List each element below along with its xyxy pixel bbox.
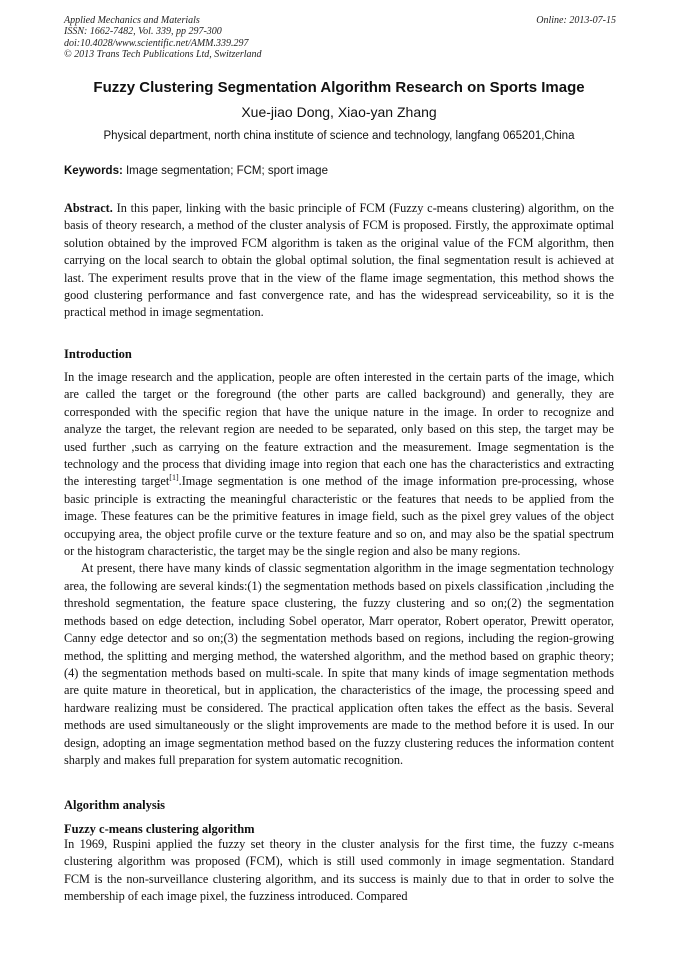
- algorithm-body: [64, 836, 614, 906]
- intro-paragraph-2: At present, there have many kinds of classic segmentation algorithm in the image segmentation technology area, the following are several kinds:(1) the segmentation methods based on pixels classification ,including the threshold segmentation, the feature space clustering, the fuzzy clustering and so on;(2) the segmentation methods based on edge detection, including Sobel operator, Marr operator, Robert operator, Prewitt operator, Canny edge detector and so on;(3) the segmentation methods based on regions, including the region-growing method, the splitting and merging method, the watershed algorithm, and the method based on graphic theory;(4) the segmentation methods based on multi-scale. In spite that many kinds of image segmentation methods are quite mature in theoretical, but in application, the characteristics of the image, the processing speed and hardware realizing must be considered. The practical application often takes the effect as the basis. Several methods are used simultaneously or the slight improvements are made to the method before it is used. In our design, adopting an image segmentation method based on the fuzzy clustering reduces the information content sharply and makes full preparation for system automatic recognition.: [64, 561, 614, 767]
- introduction-body: [64, 369, 614, 769]
- abstract-label: Abstract.: [64, 201, 113, 215]
- citation-ref: [1]: [169, 473, 179, 483]
- issn-line: ISSN: 1662-7482, Vol. 339, pp 297-300: [64, 26, 222, 38]
- journal-header: [64, 15, 616, 60]
- paper-affiliation: Physical department, north china institute of science and technology, langfang 065201,China: [103, 130, 575, 142]
- abstract-text: In this paper, linking with the basic principle of FCM (Fuzzy c-means clustering) algorithm, on the basis of theory research, a method of the cluster analysis of FCM is proposed. Firstly, the approximate optimal solution obtained by the improved FCM algorithm is taken as the original value of the FCM algorithm, then carrying on the local search to obtain the global optimal solution, the final segmentation result is achieved at last. The experiment results prove that in the view of the flame image segmentation, this method shows the good clustering performance and fast convergence rate, and has the widespread serviceability, so it is the practical method in image segmentation.: [64, 201, 614, 320]
- doi-line: doi:10.4028/www.scientific.net/AMM.339.297: [64, 37, 249, 49]
- copyright-line: © 2013 Trans Tech Publications Ltd, Switzerland: [64, 48, 262, 60]
- intro-p1-part1: In the image research and the application, people are often interested in the certain parts of the image, which are called the target or the foreground (the other parts are called background) and generally, they are corresponded with the specific region that have the unique nature in the image. In order to recognize and analyze the target, the relevant region are needed to be separated, only based on this step, the target may be used further ,such as carrying on the feature extraction and the measurement. Image segmentation is the technology and the process that dividing image into region that each one has the characteristics and extracting the interesting target: [64, 370, 614, 489]
- abstract-block: [64, 200, 614, 322]
- keywords-text: Image segmentation; FCM; sport image: [122, 165, 328, 177]
- paper-title: Fuzzy Clustering Segmentation Algorithm Research on Sports Image: [93, 79, 585, 96]
- online-date: Online: 2013-07-15: [536, 15, 616, 26]
- intro-paragraph-1: [64, 369, 614, 560]
- keywords-label: Keywords:: [64, 165, 123, 177]
- intro-p1-part2: .Image segmentation is one method of the image information pre-processing, whose basic principle is extracting the meaningful characteristic or the features that needs to be applied from the image. These features can be the primitive features in image field, such as the pixel grey values of the object occupying area, the object profile curve or the texture feature and so on, and may also be the spatial spectrum or the histogram characteristic, the target may be the single region and also be many regions.: [64, 474, 614, 559]
- journal-name: Applied Mechanics and Materials: [64, 15, 200, 26]
- keywords-line: [64, 165, 328, 177]
- algorithm-paragraph-1: In 1969, Ruspini applied the fuzzy set theory in the cluster analysis for the first time, the fuzzy c-means clustering algorithm was proposed (FCM), which is still used commonly in image segmentation. Standard FCM is the non-surveillance clustering algorithm, and its success is mainly due to that in order to solve the membership of each image pixel, the fuzziness introduced. Compared: [64, 837, 614, 904]
- fcm-subheading: Fuzzy c-means clustering algorithm: [64, 822, 255, 836]
- algorithm-heading: Algorithm analysis: [64, 798, 166, 812]
- paper-authors: Xue-jiao Dong, Xiao-yan Zhang: [241, 104, 437, 120]
- introduction-heading: Introduction: [64, 347, 132, 361]
